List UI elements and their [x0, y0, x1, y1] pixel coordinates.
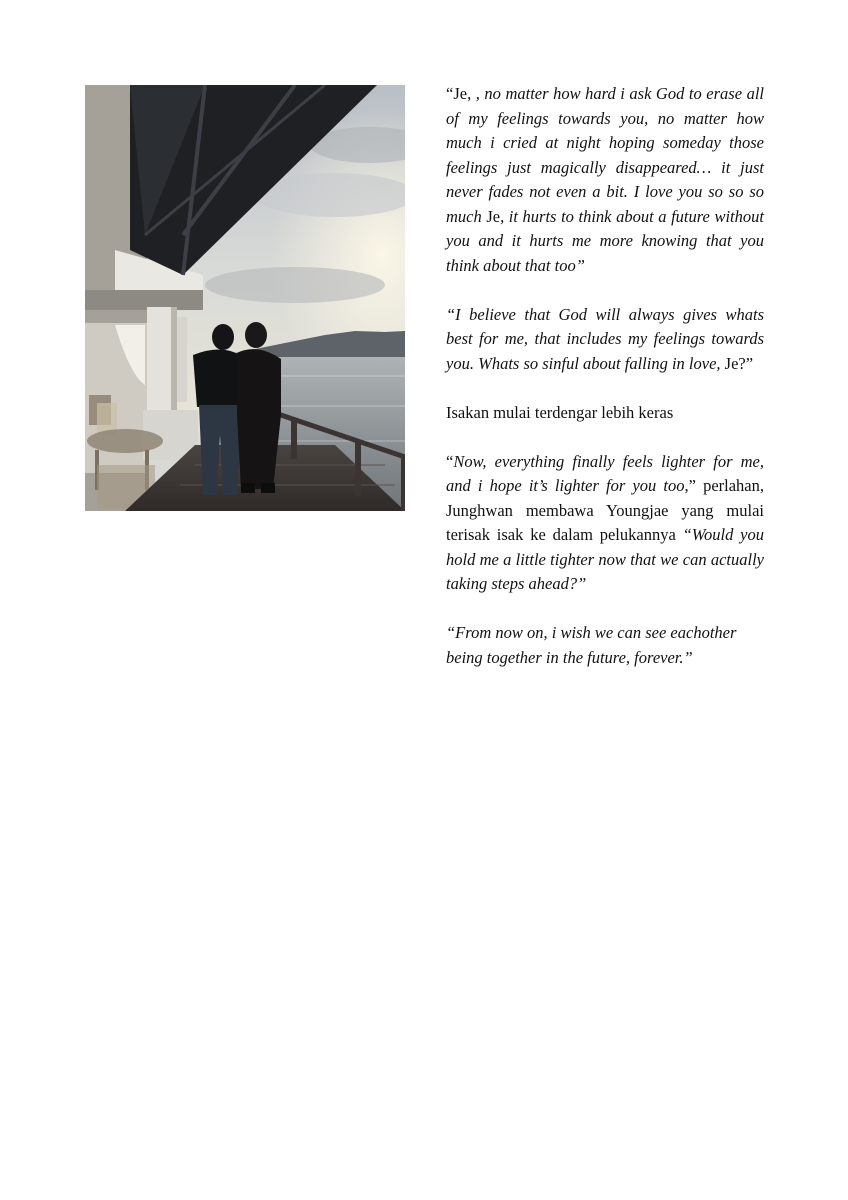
- text-run-italic: Now, everything finally feels lighter for me, and i hope it’s lighter for you too: [446, 451, 764, 495]
- paragraph-1: [446, 82, 764, 278]
- text-run-italic: “From now on, i wish we can see eachother being together in the future, forever.”: [446, 623, 737, 667]
- paragraph-5: [446, 621, 764, 670]
- paragraph-4: [446, 450, 764, 597]
- paragraph-3: [446, 401, 764, 426]
- text-run: ,” perlahan, Junghwan membawa Youngjae yang mulai terisak isak ke dalam pelukannya: [446, 476, 764, 544]
- text-run: Je: [486, 206, 501, 226]
- text-run: Je?”: [724, 353, 754, 373]
- text-run: “: [446, 451, 454, 471]
- photo-balcony-lake: [85, 85, 405, 511]
- text-run-italic: , it hurts to think about a future without you and it hurts me more knowing that you think about that too”: [446, 206, 764, 275]
- paragraph-2: [446, 303, 764, 377]
- text-run-italic: , no matter how hard i ask God to erase all of my feelings towards you, no matter how much i cried at night hoping someday those feelings just magically disappeared… it just never fades not even a bit. I love you so so so much: [446, 84, 764, 226]
- text-run-italic: “I believe that God will always gives whats best for me, that includes my feelings towards you. Whats so sinful about falling in love,: [446, 304, 764, 373]
- text-run: Isakan mulai terdengar lebih keras: [446, 402, 674, 422]
- text-run: “Je,: [446, 84, 476, 103]
- story-text-column: [446, 82, 764, 695]
- text-run-italic: “Would you hold me a little tighter now that we can actually taking steps ahead?”: [446, 525, 764, 593]
